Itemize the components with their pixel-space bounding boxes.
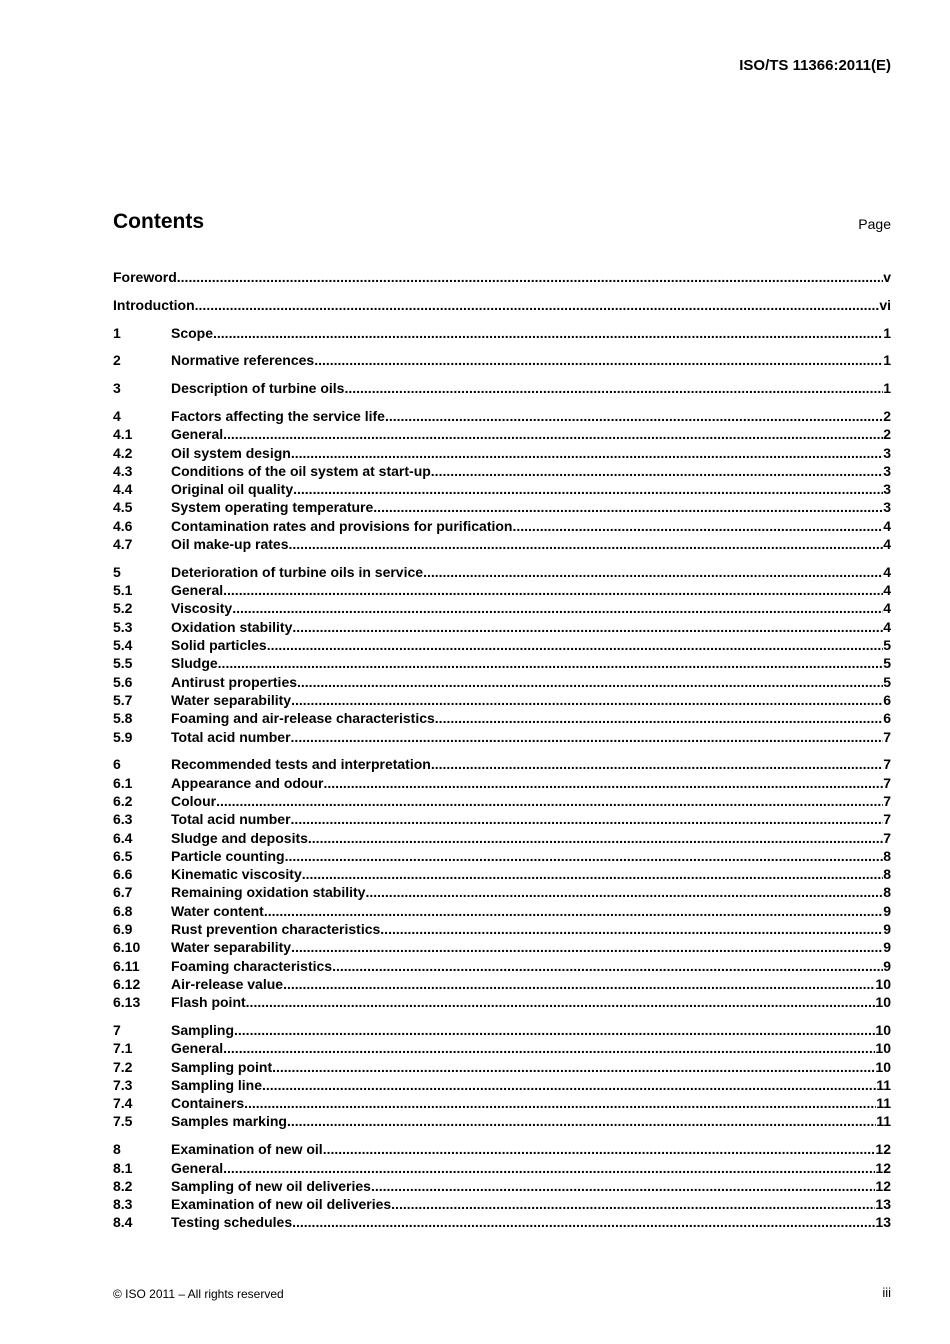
toc-entry[interactable]: [113, 975, 891, 993]
toc-entry[interactable]: [113, 792, 891, 810]
toc-leader-dots: [435, 709, 883, 727]
toc-leader-dots: [177, 268, 883, 286]
toc-entry-page: 7: [883, 756, 891, 773]
toc-entry[interactable]: [113, 1058, 891, 1076]
toc-entry[interactable]: [113, 709, 891, 727]
toc-entry[interactable]: [113, 1021, 891, 1039]
toc-entry-page: 5: [883, 637, 891, 654]
toc-entry[interactable]: [113, 324, 891, 342]
copyright-notice: © ISO 2011 – All rights reserved: [113, 1287, 284, 1301]
toc-leader-dots: [291, 444, 883, 462]
toc-entry-title: Sampling: [171, 1021, 235, 1038]
toc-entry-title: Examination of new oil: [171, 1141, 323, 1158]
toc-entry-title: Water separability: [171, 691, 292, 708]
toc-entry[interactable]: [113, 268, 891, 286]
toc-entry-title: General: [171, 1040, 224, 1057]
toc-leader-dots: [302, 865, 883, 883]
toc-entry-page: 10: [875, 1021, 891, 1038]
toc-entry-page: 7: [883, 774, 891, 791]
toc-entry-title: Introduction: [113, 296, 195, 313]
toc-entry-title: Foaming and air-release characteristics: [171, 710, 435, 727]
toc-entry[interactable]: [113, 810, 891, 828]
toc-entry-page: 3: [883, 499, 891, 516]
toc-entry[interactable]: [113, 755, 891, 773]
toc-entry-page: 7: [883, 728, 891, 745]
toc-entry-title: Total acid number: [171, 811, 291, 828]
toc-entry-number: 6.11: [113, 957, 140, 974]
toc-entry-title: Examination of new oil deliveries: [171, 1196, 392, 1213]
toc-leader-dots: [297, 673, 883, 691]
toc-leader-dots: [371, 1177, 875, 1195]
toc-leader-dots: [244, 1094, 876, 1112]
toc-entry-page: 13: [875, 1196, 891, 1213]
toc-entry-page: 8: [883, 847, 891, 864]
toc-entry-title: Factors affecting the service life: [171, 407, 385, 424]
toc-entry[interactable]: [113, 581, 891, 599]
toc-entry-title: Sampling point: [171, 1058, 273, 1075]
toc-entry[interactable]: [113, 599, 891, 617]
toc-leader-dots: [285, 847, 884, 865]
toc-entry-number: 6.4: [113, 829, 133, 846]
toc-entry-title: Recommended tests and interpretation: [171, 756, 431, 773]
toc-leader-dots: [323, 774, 883, 792]
toc-entry-page: 10: [875, 1040, 891, 1057]
toc-entry-page: 4: [883, 536, 891, 553]
toc-entry-page: 4: [883, 517, 891, 534]
toc-entry[interactable]: [113, 847, 891, 865]
toc-entry-page: 11: [876, 1113, 891, 1130]
toc-entry-number: 5.3: [113, 618, 133, 635]
toc-entry-number: 6.12: [113, 975, 141, 992]
toc-entry-number: 6.6: [113, 866, 133, 883]
toc-entry-title: Description of turbine oils: [171, 380, 345, 397]
toc-entry-number: 6.3: [113, 811, 133, 828]
toc-entry-page: 12: [875, 1177, 891, 1194]
toc-entry-number: 7.4: [113, 1095, 133, 1112]
toc-entry-number: 2: [113, 352, 121, 369]
toc-entry[interactable]: [113, 920, 891, 938]
toc-entry-page: 8: [883, 884, 891, 901]
toc-entry-title: Foreword: [113, 269, 177, 285]
toc-entry-number: 5.2: [113, 600, 133, 617]
toc-entry-page: 10: [875, 975, 891, 992]
toc-entry-page: 5: [883, 655, 891, 672]
toc-entry-number: 4: [113, 407, 121, 424]
toc-leader-dots: [272, 1058, 875, 1076]
toc-leader-dots: [216, 792, 883, 810]
toc-leader-dots: [380, 920, 883, 938]
toc-entry[interactable]: [113, 1195, 891, 1213]
toc-entry-title: Testing schedules: [171, 1214, 293, 1231]
toc-leader-dots: [223, 425, 883, 443]
toc-leader-dots: [431, 462, 883, 480]
toc-entry[interactable]: [113, 673, 891, 691]
toc-leader-dots: [391, 1195, 875, 1213]
toc-entry-page: v: [883, 269, 891, 285]
toc-entry-title: Rust prevention characteristics: [171, 921, 381, 937]
toc-entry-number: 7.1: [113, 1040, 133, 1057]
toc-entry-number: 7.5: [113, 1113, 133, 1130]
toc-entry-title: Sampling of new oil deliveries: [171, 1177, 371, 1194]
toc-entry-title: Oil system design: [171, 444, 291, 461]
toc-entry-number: 6.13: [113, 994, 141, 1011]
toc-leader-dots: [365, 883, 883, 901]
toc-entry-title: Water separability: [171, 939, 292, 956]
toc-entry-page: 10: [875, 994, 891, 1011]
toc-leader-dots: [291, 810, 884, 828]
toc-entry-title: Remaining oxidation stability: [171, 884, 366, 901]
toc-entry-page: 13: [875, 1214, 891, 1231]
toc-entry[interactable]: [113, 296, 891, 314]
toc-entry-number: 5.9: [113, 728, 133, 745]
toc-entry-number: 5.6: [113, 673, 133, 690]
toc-entry[interactable]: [113, 498, 891, 516]
toc-entry-title: General: [171, 1159, 224, 1176]
toc-entry-page: 12: [875, 1141, 891, 1158]
toc-entry-title: Deterioration of turbine oils in service: [171, 563, 424, 580]
toc-entry[interactable]: [113, 691, 891, 709]
toc-entry-title: Total acid number: [171, 728, 291, 745]
toc-entry-number: 5.8: [113, 710, 133, 727]
toc-leader-dots: [293, 480, 883, 498]
toc-entry-number: 8.4: [113, 1214, 133, 1231]
toc-leader-dots: [291, 938, 883, 956]
toc-entry-title: Sludge and deposits: [171, 829, 308, 846]
toc-entry-page: 4: [883, 582, 891, 599]
toc-entry-page: 11: [876, 1095, 891, 1112]
toc-entry-number: 5.1: [113, 582, 133, 599]
toc-entry-title: Oil make-up rates: [171, 536, 289, 553]
toc-entry-number: 6.2: [113, 792, 133, 809]
toc-leader-dots: [246, 993, 876, 1011]
toc-entry-title: Scope: [171, 324, 214, 341]
toc-leader-dots: [308, 829, 883, 847]
toc-entry-page: 5: [883, 673, 891, 690]
toc-entry-number: 5.4: [113, 637, 133, 654]
toc-entry[interactable]: [113, 462, 891, 480]
toc-leader-dots: [223, 1159, 875, 1177]
toc-entry-page: 9: [883, 921, 891, 937]
toc-leader-dots: [373, 498, 883, 516]
toc-leader-dots: [287, 1112, 876, 1130]
toc-leader-dots: [291, 728, 884, 746]
toc-entry-title: System operating temperature: [171, 499, 374, 516]
toc-entry[interactable]: [113, 1213, 891, 1231]
toc-entry-number: 7.3: [113, 1076, 133, 1093]
toc-entry-page: 2: [883, 407, 891, 424]
toc-entry-title: General: [171, 582, 224, 599]
toc-entry-page: 7: [883, 829, 891, 846]
toc-leader-dots: [213, 324, 883, 342]
toc-entry[interactable]: [113, 444, 891, 462]
toc-entry-title: Containers: [171, 1095, 245, 1112]
toc-entry[interactable]: [113, 563, 891, 581]
toc-entry[interactable]: [113, 728, 891, 746]
toc-entry-page: 9: [883, 902, 891, 919]
toc-entry-title: Water content: [171, 902, 264, 919]
toc-entry-number: 4.2: [113, 444, 133, 461]
toc-entry[interactable]: [113, 1112, 891, 1130]
toc-entry-title: Solid particles: [171, 637, 267, 654]
toc-entry-page: 10: [875, 1058, 891, 1075]
toc-entry[interactable]: [113, 902, 891, 920]
toc-entry[interactable]: [113, 480, 891, 498]
document-id: ISO/TS 11366:2011(E): [739, 57, 891, 74]
toc-entry-number: 6.7: [113, 884, 133, 901]
toc-leader-dots: [423, 563, 883, 581]
toc-entry[interactable]: [113, 1140, 891, 1158]
toc-entry-number: 8.1: [113, 1159, 133, 1176]
toc-entry[interactable]: [113, 774, 891, 792]
toc-entry[interactable]: [113, 1076, 891, 1094]
toc-leader-dots: [232, 599, 883, 617]
page-number: iii: [882, 1285, 891, 1300]
toc-entry[interactable]: [113, 517, 891, 535]
toc-entry-title: Flash point: [171, 994, 246, 1011]
toc-entry-page: 9: [883, 939, 891, 956]
toc-entry[interactable]: [113, 425, 891, 443]
toc-leader-dots: [344, 379, 883, 397]
toc-entry[interactable]: [113, 865, 891, 883]
toc-entry-page: 4: [883, 563, 891, 580]
toc-entry-page: 7: [883, 811, 891, 828]
toc-entry-number: 6.8: [113, 902, 133, 919]
toc-entry-title: Appearance and odour: [171, 774, 324, 791]
toc-entry-title: Sampling line: [171, 1076, 263, 1093]
toc-entry-page: 1: [883, 380, 891, 397]
toc-entry[interactable]: [113, 1177, 891, 1195]
toc-entry-title: Sludge: [171, 655, 218, 672]
toc-leader-dots: [289, 535, 884, 553]
page-title: Contents: [113, 210, 204, 233]
toc-entry[interactable]: [113, 351, 891, 369]
toc-entry-number: 6: [113, 756, 121, 773]
toc-entry-number: 8.3: [113, 1196, 133, 1213]
toc-entry[interactable]: [113, 379, 891, 397]
toc-entry-number: 4.7: [113, 536, 133, 553]
toc-entry-number: 4.3: [113, 462, 133, 479]
toc-entry-title: Particle counting: [171, 847, 285, 864]
toc-entry-page: 3: [883, 462, 891, 479]
toc-entry-page: 4: [883, 600, 891, 617]
toc-entry-page: 7: [883, 792, 891, 809]
toc-leader-dots: [234, 1021, 875, 1039]
toc-leader-dots: [283, 975, 875, 993]
toc-entry-page: 3: [883, 481, 891, 498]
toc-entry-number: 4.4: [113, 481, 133, 498]
table-of-contents: [113, 268, 891, 1232]
toc-entry-page: 6: [883, 691, 891, 708]
toc-entry-number: 8: [113, 1141, 121, 1158]
toc-entry-title: Original oil quality: [171, 481, 294, 498]
toc-entry-title: Viscosity: [171, 600, 233, 617]
toc-entry-title: Kinematic viscosity: [171, 866, 302, 883]
toc-entry-number: 6.10: [113, 939, 141, 956]
toc-entry-page: 1: [883, 352, 891, 369]
toc-leader-dots: [314, 351, 883, 369]
toc-entry-number: 6.5: [113, 847, 133, 864]
toc-entry-number: 1: [113, 324, 121, 341]
toc-entry-title: Foaming characteristics: [171, 957, 333, 974]
toc-entry-page: 11: [876, 1076, 891, 1093]
toc-entry[interactable]: [113, 829, 891, 847]
toc-entry-page: 1: [883, 324, 891, 341]
toc-leader-dots: [223, 1039, 875, 1057]
toc-entry-page: 12: [875, 1159, 891, 1176]
toc-entry[interactable]: [113, 618, 891, 636]
toc-leader-dots: [267, 636, 884, 654]
toc-leader-dots: [431, 755, 883, 773]
toc-entry[interactable]: [113, 993, 891, 1011]
toc-entry-page: 4: [883, 618, 891, 635]
toc-entry-title: Antirust properties: [171, 673, 298, 690]
toc-entry-page: 3: [883, 444, 891, 461]
toc-leader-dots: [323, 1140, 876, 1158]
toc-leader-dots: [292, 1213, 875, 1231]
toc-entry-title: Oxidation stability: [171, 618, 293, 635]
toc-entry-number: 7.2: [113, 1058, 133, 1075]
toc-leader-dots: [264, 902, 883, 920]
toc-entry[interactable]: [113, 1094, 891, 1112]
toc-entry[interactable]: [113, 535, 891, 553]
toc-entry-number: 3: [113, 380, 121, 397]
toc-entry-number: 5.5: [113, 655, 133, 672]
toc-leader-dots: [195, 296, 880, 314]
toc-entry-number: 6.9: [113, 921, 133, 937]
toc-entry-title: General: [171, 426, 224, 443]
toc-entry[interactable]: [113, 654, 891, 672]
toc-leader-dots: [512, 517, 883, 535]
toc-entry-number: 4.5: [113, 499, 133, 516]
toc-leader-dots: [223, 581, 883, 599]
toc-entry-title: Conditions of the oil system at start-up: [171, 462, 431, 479]
toc-leader-dots: [385, 407, 883, 425]
toc-entry[interactable]: [113, 636, 891, 654]
toc-entry-title: Contamination rates and provisions for purification: [171, 517, 513, 534]
toc-entry-page: vi: [879, 296, 891, 313]
toc-leader-dots: [218, 654, 884, 672]
toc-entry-page: 8: [883, 866, 891, 883]
toc-entry-title: Normative references: [171, 352, 315, 369]
page-column-label: Page: [858, 216, 891, 232]
toc-entry-page: 6: [883, 710, 891, 727]
toc-entry[interactable]: [113, 1159, 891, 1177]
toc-entry-title: Colour: [171, 792, 217, 809]
toc-entry-number: 4.6: [113, 517, 133, 534]
toc-entry-title: Samples marking: [171, 1113, 287, 1130]
toc-entry[interactable]: [113, 938, 891, 956]
toc-entry-number: 5: [113, 563, 121, 580]
toc-entry-page: 2: [883, 426, 891, 443]
toc-entry-number: 4.1: [113, 426, 133, 443]
toc-leader-dots: [262, 1076, 876, 1094]
toc-entry[interactable]: [113, 407, 891, 425]
toc-leader-dots: [292, 618, 883, 636]
toc-entry-page: 9: [883, 957, 891, 974]
toc-entry-title: Air-release value: [171, 975, 284, 992]
toc-entry[interactable]: [113, 883, 891, 901]
toc-entry-number: 6.1: [113, 774, 133, 791]
toc-entry-number: 7: [113, 1021, 121, 1038]
toc-entry-number: 5.7: [113, 691, 133, 708]
toc-leader-dots: [291, 691, 883, 709]
toc-entry[interactable]: [113, 1039, 891, 1057]
toc-entry[interactable]: [113, 957, 891, 975]
toc-entry-number: 8.2: [113, 1177, 133, 1194]
toc-leader-dots: [332, 957, 883, 975]
